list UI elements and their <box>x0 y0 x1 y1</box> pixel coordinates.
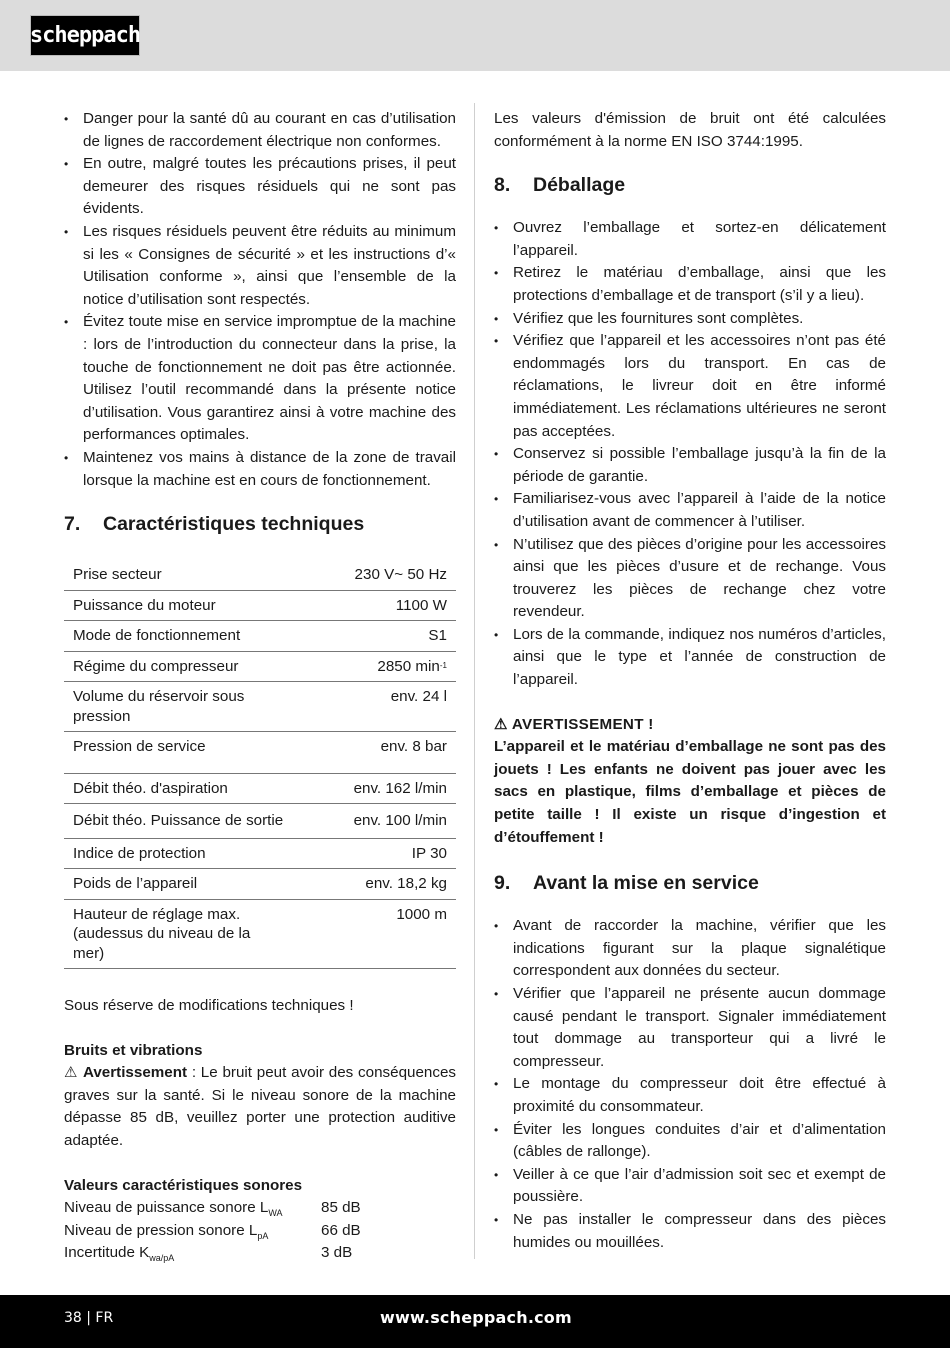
sound-label-subscript: WA <box>268 1208 283 1219</box>
sound-row <box>64 1242 456 1265</box>
spec-value-exponent: -1 <box>439 660 447 670</box>
list-item: • Veiller à ce que l’air d’admission soit sec et exempt de poussière. <box>494 1164 886 1209</box>
section-8-heading <box>494 173 886 197</box>
list-item: • Vérifiez que les fournitures sont complètes. <box>494 308 886 331</box>
reserve-note: Sous réserve de modifications techniques ! <box>64 997 354 1015</box>
list-item: • Lors de la commande, indiquez nos numéros d’articles, ainsi que le type et l’année de construction de l’appareil. <box>494 624 886 692</box>
list-item: • Le montage du compresseur doit être effectué à proximité du consommateur. <box>494 1073 886 1118</box>
right-column <box>494 108 886 1254</box>
list-item: • Avant de raccorder la machine, vérifier que les indications figurant sur la plaque signalétique correspondent aux données du secteur. <box>494 915 886 983</box>
residual-risk-list <box>64 108 456 492</box>
list-item: • Conservez si possible l’emballage jusqu’à la fin de la période de garantie. <box>494 443 886 488</box>
list-item: • Les risques résiduels peuvent être réduits au minimum si les « Consignes de sécurité » et les instructions d’« Utilisation conforme », ainsi que l’ensemble de la notice d’utilisation sont respectés. <box>64 221 456 311</box>
list-item: • Vérifiez que l’appareil et les accessoires n’ont pas été endommagés lors du transport. En cas de réclamations, le livreur doit en être informé immédiatement. Les réclamations ultérieures ne seront pas acceptées. <box>494 330 886 443</box>
sound-label-subscript: pA <box>257 1230 269 1241</box>
sound-value: 85 dB <box>321 1199 361 1217</box>
packaging-warning-heading <box>494 714 886 737</box>
spec-label: Débit théo. Puissance de sortie <box>64 804 345 839</box>
sound-label-subscript: wa/pA <box>149 1253 175 1264</box>
section-title: Avant la mise en service <box>533 872 759 895</box>
list-item: • Ne pas installer le compresseur dans des pièces humides ou mouillées. <box>494 1209 886 1254</box>
noise-warning <box>64 1062 456 1152</box>
section-number: 8. <box>494 174 511 197</box>
sound-values-heading: Valeurs caractéristiques sonores <box>64 1176 303 1194</box>
list-item: • Familiarisez-vous avec l’appareil à l’aide de la notice d’utilisation avant de commencer à l’utiliser. <box>494 488 886 533</box>
list-item: • Retirez le matériau d’emballage, ainsi que les protections d’emballage et de transport (s’il y a lieu). <box>494 262 886 307</box>
spec-label: Débit théo. d'aspiration <box>64 773 345 804</box>
list-item: • Ouvrez l’emballage et sortez-en délicatement l’appareil. <box>494 217 886 262</box>
table-row <box>64 838 456 869</box>
warning-icon: ⚠ <box>494 715 508 733</box>
spec-label: Prise secteur <box>64 560 345 590</box>
warning-title: AVERTISSEMENT ! <box>511 715 654 733</box>
spec-value <box>345 651 456 682</box>
list-item: • N’utilisez que des pièces d’origine pour les accessoires ainsi que les pièces d’usure et de rechange. Vous trouverez les pièces de rechange chez votre revendeur. <box>494 534 886 624</box>
table-row <box>64 899 456 969</box>
column-divider <box>474 103 475 1259</box>
spec-label: Puissance du moteur <box>64 590 345 621</box>
noise-heading: Bruits et vibrations <box>64 1041 203 1059</box>
warning-icon: ⚠ <box>64 1064 79 1082</box>
list-item: • Évitez toute mise en service impromptue de la machine : lors de l’introduction du connecteur dans la prise, la touche de fonctionnement ne doit pas être actionnée. Utilisez l’outil recommandé dans la présente notice d’utilisation. Vous garantirez ainsi à votre machine des performances optimales. <box>64 311 456 447</box>
spec-label: Indice de protection <box>64 838 345 869</box>
spec-value: S1 <box>345 621 456 652</box>
spec-value: env. 8 bar <box>345 732 456 774</box>
sound-row <box>64 1197 456 1220</box>
spec-value-text: 2850 min <box>377 657 440 675</box>
section-7-heading <box>64 512 456 536</box>
table-row <box>64 621 456 652</box>
sound-value: 3 dB <box>321 1244 353 1262</box>
table-row <box>64 804 456 839</box>
sound-label <box>64 1242 321 1265</box>
table-row <box>64 869 456 900</box>
spec-label: Volume du réservoir sous pression <box>64 682 345 732</box>
left-column <box>64 108 456 1265</box>
sound-label-text: Niveau de puissance sonore L <box>64 1199 269 1217</box>
spec-label: Mode de fonctionnement <box>64 621 345 652</box>
table-row <box>64 732 456 774</box>
spec-value: IP 30 <box>345 838 456 869</box>
packaging-warning-text: L’appareil et le matériau d’emballage ne sont pas des jouets ! Les enfants ne doivent pas jouer avec les sacs en plastique, films d’emballage et pièces de petite taille ! Il existe un risque d’ingestion et d’étouffement ! <box>494 738 886 846</box>
unpacking-list <box>494 217 886 691</box>
spec-label: Pression de service <box>64 732 345 774</box>
warning-text: : Le bruit peut avoir des conséquences graves sur la santé. Si le niveau sonore de la machine dépasse 85 dB, veuillez porter une protection auditive adaptée. <box>64 1064 456 1150</box>
before-use-list <box>494 915 886 1254</box>
sound-label-text: Niveau de pression sonore L <box>64 1221 258 1239</box>
noise-emission-note: Les valeurs d'émission de bruit ont été calculées conformément à la norme EN ISO 3744:1995. <box>494 110 886 150</box>
list-item: • Maintenez vos mains à distance de la zone de travail lorsque la machine est en cours de fonctionnement. <box>64 447 456 492</box>
scheppach-logo: scheppach <box>30 15 140 56</box>
spec-value: env. 162 l/min <box>345 773 456 804</box>
table-row <box>64 590 456 621</box>
table-row <box>64 651 456 682</box>
spec-label: Hauteur de réglage max. (audessus du niveau de la mer) <box>64 899 345 969</box>
spec-value: env. 100 l/min <box>345 804 456 839</box>
list-item: • Éviter les longues conduites d’air et d’alimentation (câbles de rallonge). <box>494 1119 886 1164</box>
spec-label: Régime du compresseur <box>64 651 345 682</box>
specs-table <box>64 560 456 969</box>
spec-label: Poids de l’appareil <box>64 869 345 900</box>
warning-label: Avertissement <box>82 1064 188 1082</box>
list-item: • En outre, malgré toutes les précautions prises, il peut demeurer des risques résiduels qui ne sont pas évidents. <box>64 153 456 221</box>
section-title: Déballage <box>533 174 626 197</box>
table-row <box>64 773 456 804</box>
section-number: 7. <box>64 513 81 536</box>
spec-value: 230 V~ 50 Hz <box>345 560 456 590</box>
page-number: 38 | FR <box>64 1310 114 1326</box>
spec-value: env. 24 l <box>345 682 456 732</box>
section-number: 9. <box>494 872 511 895</box>
spec-value: 1100 W <box>345 590 456 621</box>
spec-value: env. 18,2 kg <box>345 869 456 900</box>
list-item: • Vérifier que l’appareil ne présente aucun dommage causé pendant le transport. Signaler immédiatement tout dommage au transporteur qui a livré le compresseur. <box>494 983 886 1073</box>
section-9-heading <box>494 871 886 895</box>
page-header <box>0 0 950 71</box>
section-title: Caractéristiques techniques <box>103 513 365 536</box>
page-footer <box>0 1295 950 1348</box>
table-row <box>64 560 456 590</box>
website-url[interactable]: www.scheppach.com <box>380 1308 572 1327</box>
list-item: • Danger pour la santé dû au courant en cas d’utilisation de lignes de raccordement électrique non conformes. <box>64 108 456 153</box>
sound-label <box>64 1220 321 1243</box>
table-row <box>64 682 456 732</box>
sound-label <box>64 1197 321 1220</box>
sound-row <box>64 1220 456 1243</box>
sound-value: 66 dB <box>321 1221 361 1239</box>
sound-label-text: Incertitude K <box>64 1244 150 1262</box>
spec-value: 1000 m <box>345 899 456 969</box>
